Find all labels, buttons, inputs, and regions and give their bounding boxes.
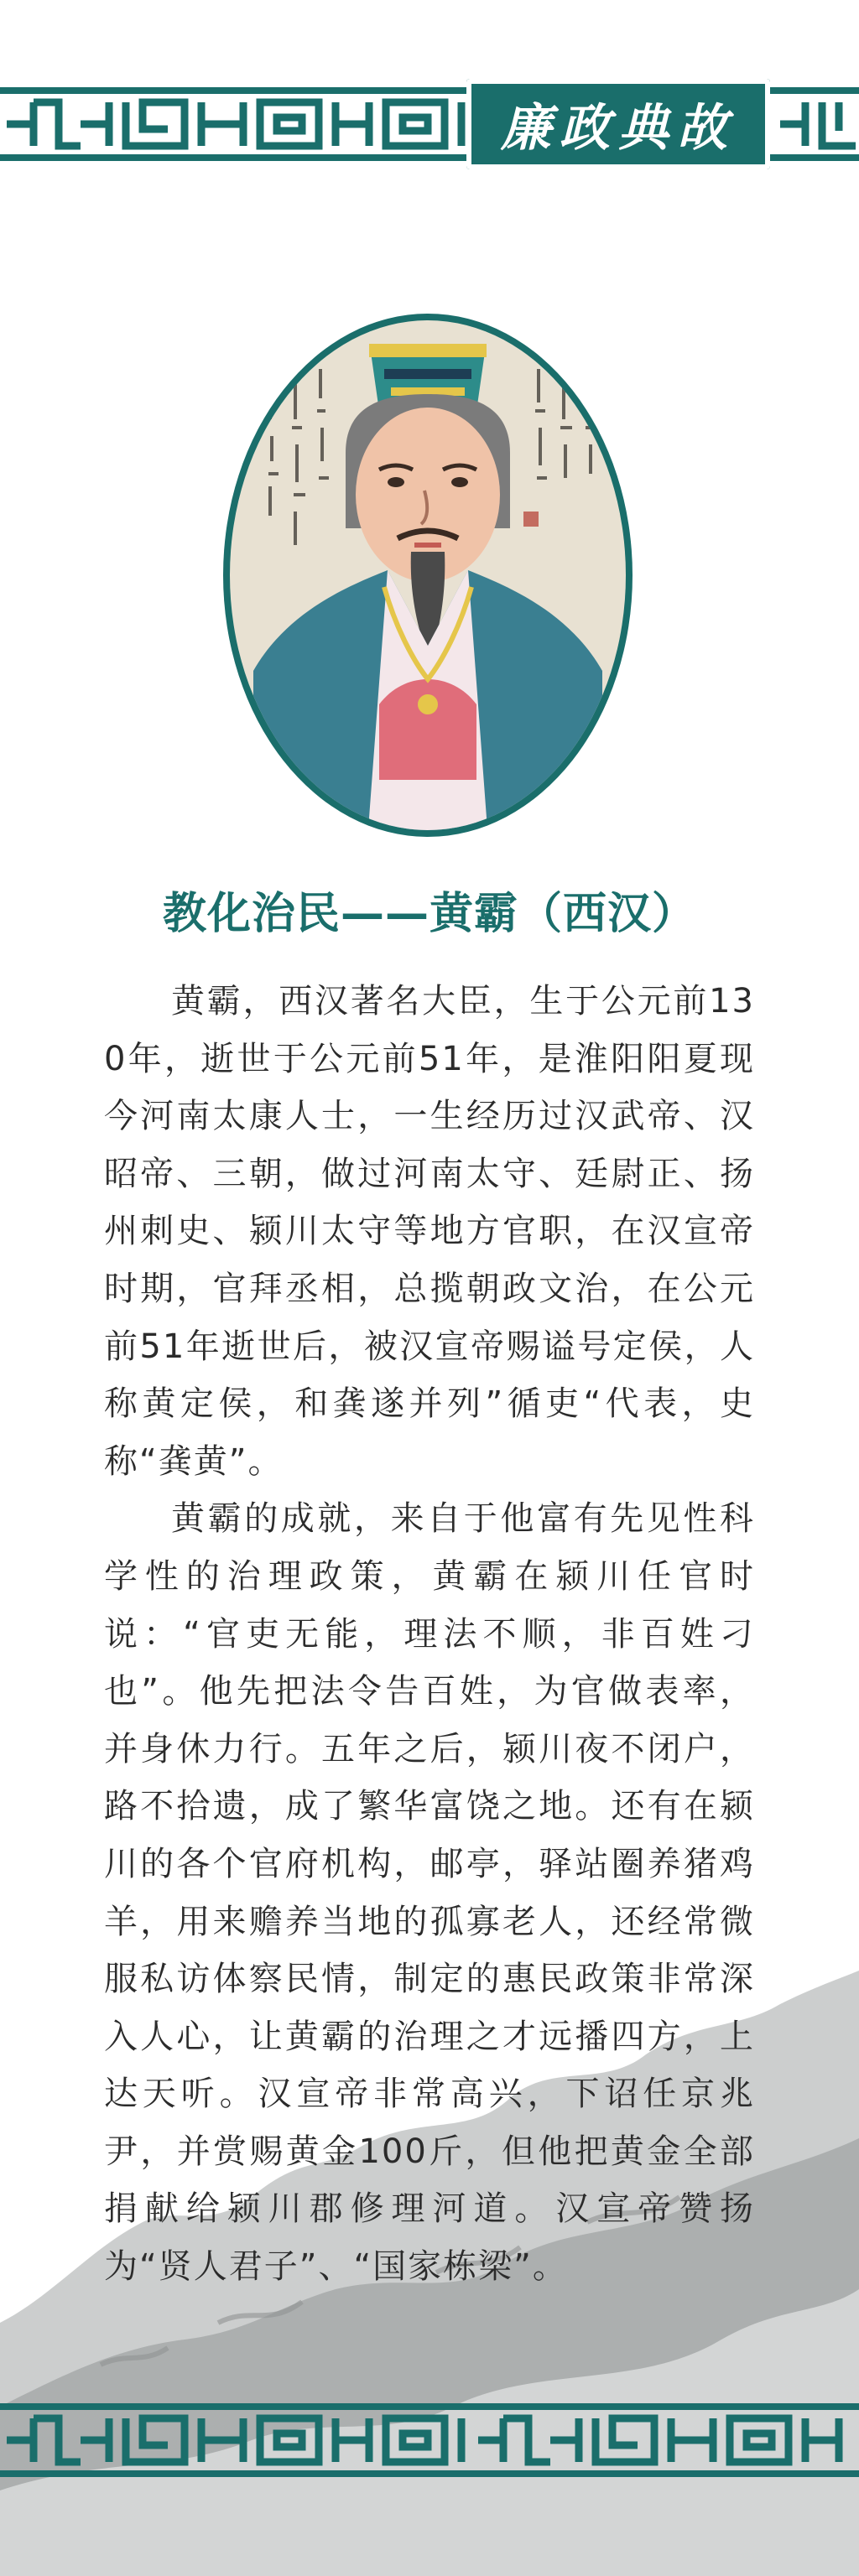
- article-body: [104, 973, 755, 2296]
- section-badge: [466, 79, 770, 169]
- article-title: 教化治民——黄霸（西汉）: [162, 889, 696, 939]
- official-portrait-icon: [220, 310, 636, 840]
- article-paragraph: 黄霸，西汉著名大臣，生于公元前130年，逝世于公元前51年，是淮阳阳夏现今河南太康人士，一生经历过汉武帝、汉昭帝、三朝，做过河南太守、廷尉正、扬州刺史、颍川太守等地方官职，在汉宣帝时期，官拜丞相，总揽朝政文治，在公元前51年逝世后，被汉宣帝赐谥号定侯，人称黄定侯，和龚遂并列”循吏“代表，史称“龚黄”。: [104, 982, 755, 1481]
- article-paragraph: 黄霸的成就，来自于他富有先见性科学性的治理政策，黄霸在颍川任官时说：“官吏无能，理法不顺，非百姓刁也”。他先把法令告百姓，为官做表率，并身休力行。五年之后，颍川夜不闭户，路不拾遗，成了繁华富饶之地。还有在颍川的各个官府机构，邮亭，驿站圈养猪鸡羊，用来赡养当地的孤寡老人，还经常微服私访体察民情，制定的惠民政策非常深入人心，让黄霸的治理之才远播四方，上达天听。汉宣帝非常高兴，下诏任京兆尹，并赏赐黄金100斤，但他把黄金全部捐献给颍川郡修理河道。汉宣帝赞扬为“贤人君子”、“国家栋梁”。: [104, 1499, 755, 2287]
- fret-border-bottom: [0, 2400, 859, 2480]
- section-badge-label: 廉政典故: [501, 99, 736, 158]
